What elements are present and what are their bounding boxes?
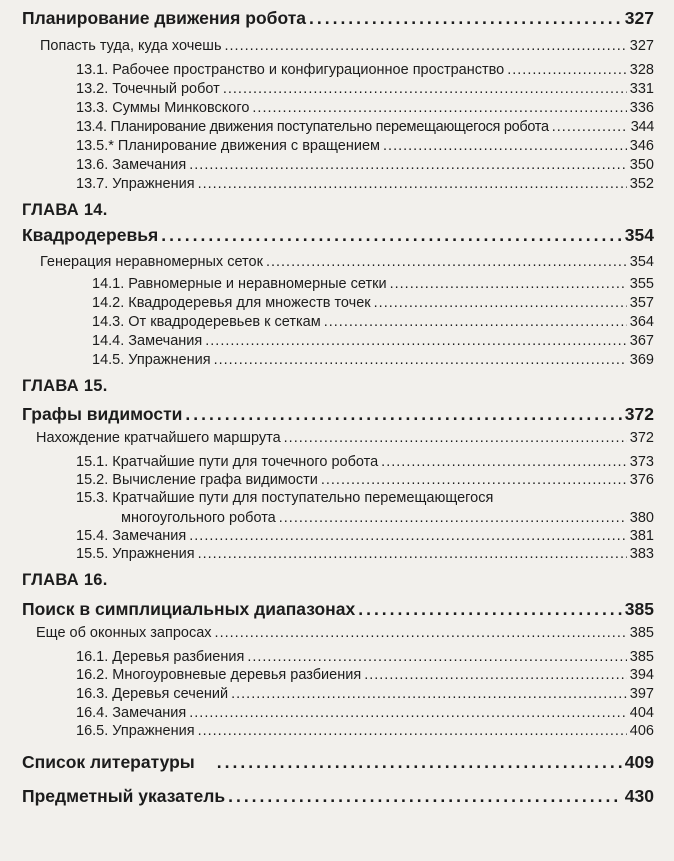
- section-row-15-5[interactable]: [76, 546, 654, 562]
- chapter-15-label: ГЛАВА 15.: [22, 377, 108, 395]
- section-row-16-1[interactable]: [76, 649, 654, 665]
- page-number: 352: [629, 176, 654, 192]
- page-number: 406: [629, 723, 654, 739]
- section-title: 16.5. Упражнения: [76, 723, 195, 739]
- section-row-13-6[interactable]: [76, 157, 654, 173]
- section-row-15-1[interactable]: [76, 454, 654, 470]
- section-title: 13.5.* Планирование движения с вращением: [76, 138, 381, 154]
- page-number: 327: [629, 38, 654, 54]
- section-title: 13.1. Рабочее пространство и конфигурационное пространство: [76, 62, 505, 78]
- leader-dots: [225, 38, 627, 54]
- leader-dots: [552, 119, 628, 135]
- page-number: 376: [629, 472, 654, 488]
- page-number: 397: [629, 686, 654, 702]
- section-row-13-3[interactable]: [76, 100, 654, 116]
- page-number: 372: [629, 430, 654, 446]
- page-number: 372: [624, 404, 654, 424]
- page-number: 383: [629, 546, 654, 562]
- chapter-title: Поиск в симплициальных диапазонах: [22, 599, 356, 619]
- leader-dots: [279, 510, 627, 526]
- section-title: 14.2. Квадродеревья для множеств точек: [92, 295, 371, 311]
- section-row-14-1[interactable]: [92, 276, 654, 292]
- page-number: 373: [629, 454, 654, 470]
- leader-dots: [284, 430, 627, 446]
- section-row-14-5[interactable]: [92, 352, 654, 368]
- chapter-14-label: ГЛАВА 14.: [22, 201, 108, 219]
- chapter-title: Планирование движения робота: [22, 8, 306, 28]
- leader-dots: [324, 314, 627, 330]
- page-number: 336: [629, 100, 654, 116]
- page-number: 369: [629, 352, 654, 368]
- section-title: 14.5. Упражнения: [92, 352, 211, 368]
- section-title: 14.4. Замечания: [92, 333, 203, 349]
- chapter-15-title-row[interactable]: [22, 404, 654, 425]
- chapter-13-title-row[interactable]: [22, 8, 654, 29]
- section-row-16-3[interactable]: [76, 686, 654, 702]
- index-title: Предметный указатель: [22, 786, 226, 806]
- section-title: 16.2. Многоуровневые деревья разбиения: [76, 667, 362, 683]
- intro-title: Генерация неравномерных сеток: [40, 254, 263, 270]
- page-number: 380: [629, 510, 654, 526]
- leader-dots: [214, 352, 627, 368]
- leader-dots: [189, 528, 627, 544]
- leader-dots: [364, 667, 627, 683]
- section-title: 16.4. Замечания: [76, 705, 187, 721]
- page-number: 364: [629, 314, 654, 330]
- leader-dots: [374, 295, 627, 311]
- chapter-15-intro-row[interactable]: [36, 430, 654, 446]
- section-title: 13.2. Точечный робот: [76, 81, 220, 97]
- page-number: 394: [629, 667, 654, 683]
- bibliography-row[interactable]: [22, 752, 654, 773]
- leader-dots: [198, 546, 627, 562]
- section-title-line-2: многоугольного робота: [121, 510, 276, 526]
- leader-dots: [189, 705, 627, 721]
- section-title: 13.6. Замечания: [76, 157, 187, 173]
- section-row-13-2[interactable]: [76, 81, 654, 97]
- section-title-line-1: 15.3. Кратчайшие пути для поступательно перемещающегося: [76, 490, 494, 506]
- page-number: 385: [629, 625, 654, 641]
- leader-dots: [228, 786, 622, 807]
- section-row-13-1[interactable]: [76, 62, 654, 78]
- page-number: 344: [630, 119, 654, 135]
- bibliography-title: Список литературы: [22, 752, 195, 772]
- section-title: 13.3. Суммы Минковского: [76, 100, 250, 116]
- chapter-16-title-row[interactable]: [22, 599, 654, 620]
- page-number: 409: [624, 752, 654, 772]
- section-row-14-4[interactable]: [92, 333, 654, 349]
- section-title: 16.1. Деревья разбиения: [76, 649, 245, 665]
- section-row-13-7[interactable]: [76, 176, 654, 192]
- leader-dots: [198, 723, 627, 739]
- section-title: 13.7. Упражнения: [76, 176, 195, 192]
- section-row-16-2[interactable]: [76, 667, 654, 683]
- page-number: 327: [624, 8, 654, 28]
- leader-dots: [321, 472, 627, 488]
- page-number: 328: [629, 62, 654, 78]
- page-number: 367: [629, 333, 654, 349]
- leader-dots: [215, 625, 627, 641]
- page-number: 355: [629, 276, 654, 292]
- section-title: 15.1. Кратчайшие пути для точечного робота: [76, 454, 379, 470]
- chapter-13-intro-row[interactable]: [40, 38, 654, 54]
- section-row-13-4[interactable]: [76, 119, 654, 135]
- leader-dots: [217, 752, 622, 773]
- page-number: 430: [624, 786, 654, 806]
- leader-dots: [252, 100, 626, 116]
- section-title: 14.3. От квадродеревьев к сеткам: [92, 314, 321, 330]
- section-row-14-3[interactable]: [92, 314, 654, 330]
- page-number: 350: [629, 157, 654, 173]
- leader-dots: [223, 81, 627, 97]
- intro-title: Попасть туда, куда хочешь: [40, 38, 222, 54]
- page-number: 357: [629, 295, 654, 311]
- leader-dots: [309, 8, 622, 29]
- section-title: 13.4. Планирование движения поступательно перемещающегося робота: [76, 119, 549, 135]
- page-number: 331: [629, 81, 654, 97]
- section-row-14-2[interactable]: [92, 295, 654, 311]
- section-row-15-4[interactable]: [76, 528, 654, 544]
- section-row-15-3[interactable]: [121, 510, 654, 526]
- intro-title: Еще об оконных запросах: [36, 625, 212, 641]
- section-row-16-4[interactable]: [76, 705, 654, 721]
- chapter-title: Графы видимости: [22, 404, 183, 424]
- leader-dots: [198, 176, 627, 192]
- section-title: 15.2. Вычисление графа видимости: [76, 472, 318, 488]
- page-number: 381: [629, 528, 654, 544]
- chapter-14-title-row[interactable]: [22, 225, 654, 246]
- leader-dots: [266, 254, 627, 270]
- intro-title: Нахождение кратчайшего маршрута: [36, 430, 281, 446]
- section-row-13-5[interactable]: [76, 138, 654, 154]
- section-title: 15.4. Замечания: [76, 528, 187, 544]
- page-number: 385: [624, 599, 654, 619]
- chapter-14-intro-row[interactable]: [40, 254, 654, 270]
- chapter-16-intro-row[interactable]: [36, 625, 654, 641]
- leader-dots: [205, 333, 627, 349]
- leader-dots: [185, 404, 621, 425]
- leader-dots: [381, 454, 627, 470]
- leader-dots: [383, 138, 627, 154]
- leader-dots: [358, 599, 622, 620]
- page-number: 385: [629, 649, 654, 665]
- page-number: 354: [624, 225, 654, 245]
- page-number: 404: [629, 705, 654, 721]
- leader-dots: [189, 157, 627, 173]
- chapter-title: Квадродеревья: [22, 225, 159, 245]
- leader-dots: [390, 276, 627, 292]
- page-number: 346: [629, 138, 654, 154]
- section-title: 16.3. Деревья сечений: [76, 686, 229, 702]
- index-row[interactable]: [22, 786, 654, 807]
- section-row-15-2[interactable]: [76, 472, 654, 488]
- section-row-16-5[interactable]: [76, 723, 654, 739]
- leader-dots: [161, 225, 622, 246]
- leader-dots: [231, 686, 627, 702]
- section-title: 15.5. Упражнения: [76, 546, 195, 562]
- chapter-16-label: ГЛАВА 16.: [22, 571, 108, 589]
- leader-dots: [247, 649, 626, 665]
- leader-dots: [507, 62, 627, 78]
- section-title: 14.1. Равномерные и неравномерные сетки: [92, 276, 387, 292]
- page-number: 354: [629, 254, 654, 270]
